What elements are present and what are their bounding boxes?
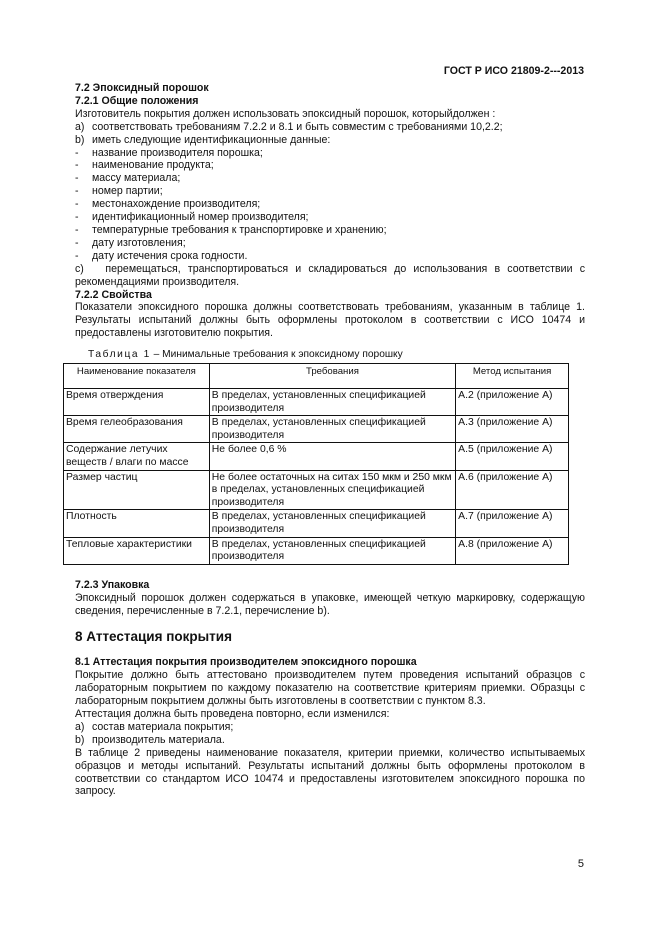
table-cell: Тепловые характеристики bbox=[64, 537, 210, 564]
table-cell: Размер частиц bbox=[64, 470, 210, 510]
page-number: 5 bbox=[577, 858, 584, 870]
section-7-2-1-title: 7.2.1 Общие положения bbox=[75, 94, 199, 107]
table-cell: А.8 (приложение А) bbox=[456, 537, 569, 564]
dash-text: идентификационный номер производителя; bbox=[92, 211, 309, 224]
section-7-2-2-text: Показатели эпоксидного порошка должны соответствовать требованиям, указанным в таблице 1. Результаты испытаний должны быть оформлены протоколом в соответствии с ИСО 10474 и предоставлены изготовителю покрытия. bbox=[75, 301, 585, 340]
table-cell: А.2 (приложение А) bbox=[456, 389, 569, 416]
dash-text: дату изготовления; bbox=[92, 236, 186, 249]
list-item-b bbox=[75, 134, 585, 147]
list-text: перемещаться, транспортироваться и складироваться до использования в соответствии с рекомендациями производителя. bbox=[75, 262, 585, 288]
table-row bbox=[64, 389, 569, 416]
column-header: Наименование показателя bbox=[64, 364, 210, 389]
list-item-a bbox=[75, 721, 585, 734]
dash-text: массу материала; bbox=[92, 172, 181, 185]
list-marker: b) bbox=[75, 733, 85, 746]
table-cell: Не более 0,6 % bbox=[209, 443, 455, 470]
section-7-2-title: 7.2 Эпоксидный порошок bbox=[75, 82, 209, 94]
table-cell: В пределах, установленных спецификацией производителя bbox=[209, 389, 455, 416]
table-cell: В пределах, установленных спецификацией производителя bbox=[209, 537, 455, 564]
table-cell: А.7 (приложение А) bbox=[456, 510, 569, 537]
list-item-a bbox=[75, 121, 585, 134]
section-8-1-paragraph-1: Покрытие должно быть аттестовано производителем путем проведения испытаний образцов с лабораторным покрытием по каждому показателю на соответствие критериям приемки. Образцы с лабораторным покрытием должны быть изготовлены в соответствии с пунктом 8.3. bbox=[75, 669, 585, 708]
dash-text: номер партии; bbox=[92, 185, 163, 198]
dash-text: местонахождение производителя; bbox=[92, 198, 261, 211]
section-7-2-3-text: Эпоксидный порошок должен содержаться в упаковке, имеющей четкую маркировку, содержащую сведения, перечисленные в 7.2.1, перечисление b). bbox=[75, 591, 585, 617]
section-8-1-paragraph-2: Аттестация должна быть проведена повторно, если изменился: bbox=[75, 708, 390, 720]
dash-text: дату истечения срока годности. bbox=[92, 249, 248, 262]
list-item-b bbox=[75, 734, 585, 747]
table-cell: Плотность bbox=[64, 510, 210, 537]
dash-item: - идентификационный номер производителя; bbox=[75, 211, 309, 224]
dash-text: название производителя порошка; bbox=[92, 146, 263, 159]
table-row bbox=[64, 416, 569, 443]
table-cell: Время отверждения bbox=[64, 389, 210, 416]
list-text: производитель материала. bbox=[92, 733, 225, 746]
list-marker: а) bbox=[75, 720, 85, 733]
table-caption-text: – Минимальные требования к эпоксидному порошку bbox=[150, 349, 403, 361]
document-code: ГОСТ Р ИСО 21809-2---2013 bbox=[443, 65, 584, 77]
section-8-1-title: 8.1 Аттестация покрытия производителем эпоксидного порошка bbox=[75, 656, 417, 669]
page-content bbox=[66, 82, 585, 798]
table-row bbox=[64, 443, 569, 470]
table-caption-label: Таблица 1 bbox=[88, 349, 151, 361]
table-cell: Не более остаточных на ситах 150 мкм и 250 мкм в пределах, установленных спецификацией производителя bbox=[209, 470, 455, 510]
table-header-row bbox=[64, 364, 569, 389]
dash-item: - номер партии; bbox=[75, 185, 163, 198]
column-header: Метод испытания bbox=[456, 364, 569, 389]
table-cell: Время гелеобразования bbox=[64, 416, 210, 443]
dash-text: температурные требования к транспортировке и хранению; bbox=[92, 223, 387, 236]
table-row bbox=[64, 510, 569, 537]
dash-item: - дату истечения срока годности. bbox=[75, 249, 248, 262]
table-caption bbox=[75, 349, 585, 362]
requirements-table bbox=[63, 363, 569, 565]
list-marker: a) bbox=[75, 120, 85, 133]
section-7-2-1-intro: Изготовитель покрытия должен использовать эпоксидный порошок, которыйдолжен : bbox=[75, 107, 496, 120]
list-item-c bbox=[75, 263, 585, 289]
table-cell: Содержание летучих веществ / влаги по массе bbox=[64, 443, 210, 470]
section-8-1-paragraph-3: В таблице 2 приведены наименование показателя, критерии приемки, количество испытываемых образцов и методы испытаний. Результаты испытаний должны быть оформлены протоколом в соответствии со стандартом ИСО 10474 и предоставлены изготовителем эпоксидного порошка по запросу. bbox=[75, 746, 585, 798]
list-text: иметь следующие идентификационные данные: bbox=[92, 133, 331, 146]
dash-item: - температурные требования к транспортировке и хранению; bbox=[75, 223, 387, 236]
dash-text: наименование продукта; bbox=[92, 159, 214, 172]
section-7-2-2-title: 7.2.2 Свойства bbox=[75, 288, 152, 301]
section-8-title: 8 Аттестация покрытия bbox=[75, 629, 232, 645]
table-cell: А.5 (приложение А) bbox=[456, 443, 569, 470]
list-text: состав материала покрытия; bbox=[92, 720, 234, 733]
dash-item: - местонахождение производителя; bbox=[75, 198, 261, 211]
list-marker: b) bbox=[75, 133, 85, 146]
dash-item: - наименование продукта; bbox=[75, 159, 214, 172]
dash-item: - дату изготовления; bbox=[75, 236, 186, 249]
table-row bbox=[64, 470, 569, 510]
dash-item: - массу материала; bbox=[75, 172, 181, 185]
column-header: Требования bbox=[209, 364, 455, 389]
table-cell: В пределах, установленных спецификацией производителя bbox=[209, 510, 455, 537]
section-7-2-3-title: 7.2.3 Упаковка bbox=[75, 578, 150, 591]
dash-item: - название производителя порошка; bbox=[75, 146, 263, 159]
table-cell: В пределах, установленных спецификацией производителя bbox=[209, 416, 455, 443]
table-cell: А.3 (приложение А) bbox=[456, 416, 569, 443]
list-marker: c) bbox=[75, 262, 84, 275]
table-row bbox=[64, 537, 569, 564]
table-cell: А.6 (приложение А) bbox=[456, 470, 569, 510]
list-text: соответствовать требованиям 7.2.2 и 8.1 и быть совместим с требованиями 10,2.2; bbox=[92, 120, 503, 133]
